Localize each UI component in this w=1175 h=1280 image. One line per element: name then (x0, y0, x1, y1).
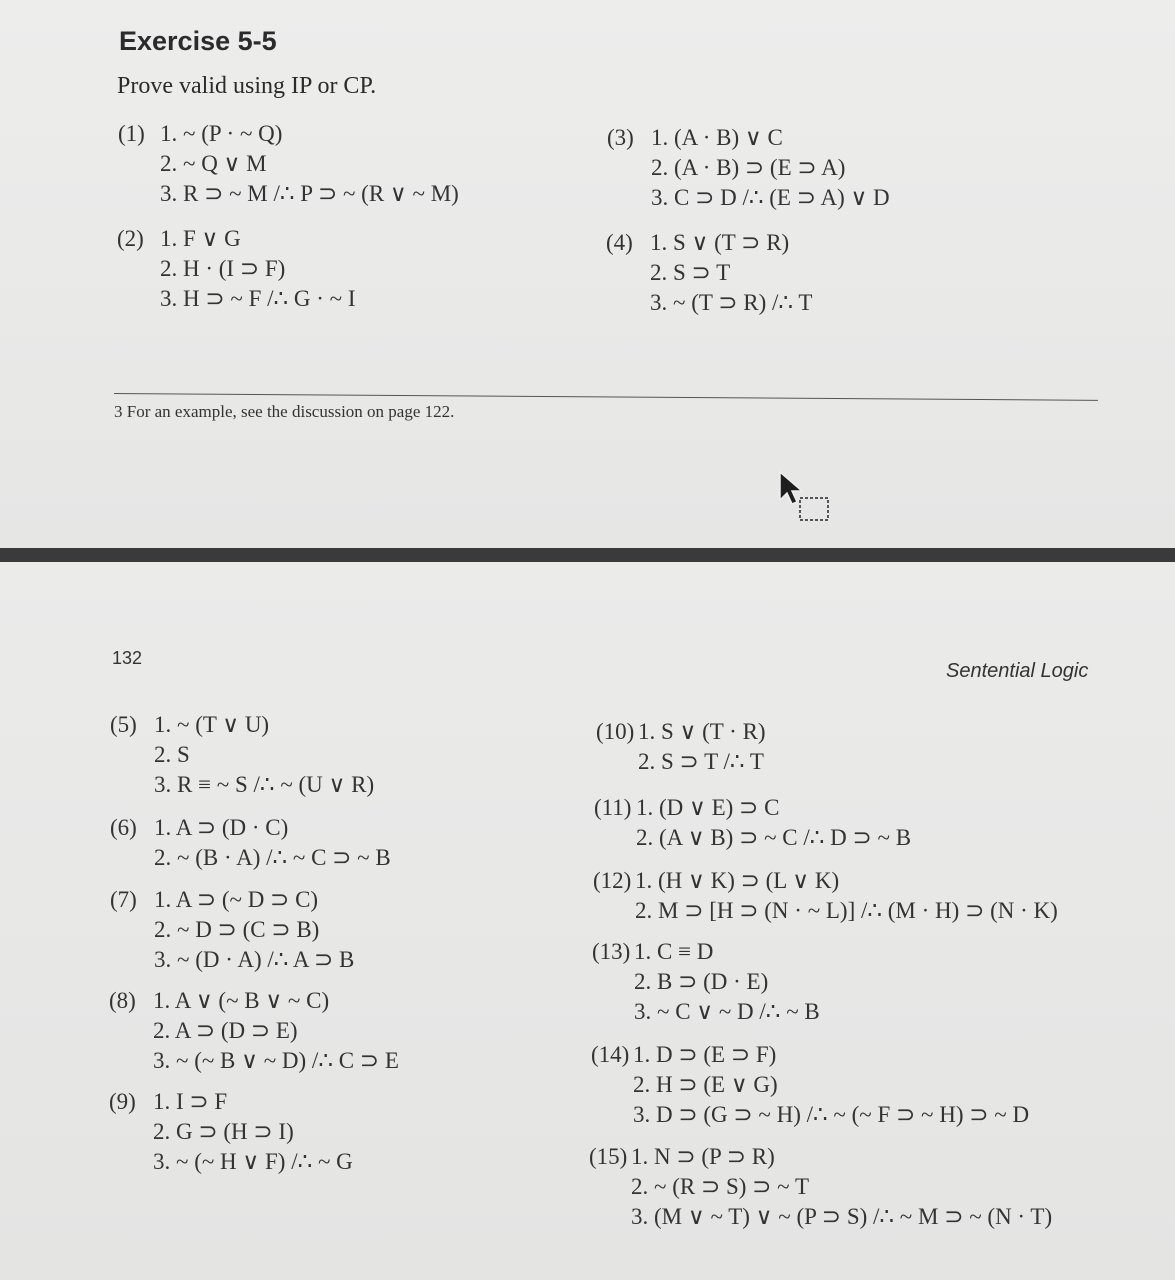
premise-line: 2. M ⊃ [H ⊃ (N · ~ L)] /∴ (M · H) ⊃ (N · K) (635, 898, 1058, 923)
premise-line: 3. (M ∨ ~ T) ∨ ~ (P ⊃ S) /∴ ~ M ⊃ ~ (N · T) (631, 1204, 1053, 1229)
problem-number: (12) (593, 868, 632, 893)
mouse-cursor-icon (778, 470, 838, 530)
premise-line: 1. I ⊃ F (153, 1089, 228, 1114)
problem-9 (109, 1087, 529, 1179)
premise-line: 1. ~ (P · ~ Q) (160, 121, 283, 146)
problem-8 (109, 986, 529, 1078)
page-number: 132 (112, 648, 143, 668)
premise-line: 2. ~ Q ∨ M (160, 151, 267, 176)
problem-14 (591, 1040, 1091, 1132)
premise-line: 3. D ⊃ (G ⊃ ~ H) /∴ ~ (~ F ⊃ ~ H) ⊃ ~ D (633, 1102, 1030, 1127)
problem-4 (606, 228, 1046, 320)
premise-line: 1. ~ (T ∨ U) (154, 712, 270, 737)
premise-line: 2. A ⊃ (D ⊃ E) (153, 1018, 298, 1043)
premise-line: 3. R ⊃ ~ M /∴ P ⊃ ~ (R ∨ ~ M) (160, 181, 459, 206)
problem-3 (607, 123, 1047, 215)
premise-line: 1. N ⊃ (P ⊃ R) (631, 1144, 775, 1169)
premise-line: 1. F ∨ G (160, 226, 241, 251)
problem-number: (13) (592, 939, 631, 964)
premise-line: 1. (A · B) ∨ C (651, 125, 783, 150)
problem-6 (110, 813, 530, 875)
premise-line: 3. ~ C ∨ ~ D /∴ ~ B (634, 999, 820, 1024)
premise-line: 1. S ∨ (T · R) (638, 719, 766, 744)
premise-line: 2. ~ (R ⊃ S) ⊃ ~ T (631, 1174, 810, 1199)
instruction-text: Prove valid using IP or CP. (117, 73, 377, 99)
premise-line: 2. ~ D ⊃ (C ⊃ B) (154, 917, 320, 942)
premise-line: 2. G ⊃ (H ⊃ I) (153, 1119, 294, 1144)
premise-line: 3. H ⊃ ~ F /∴ G · ~ I (160, 286, 356, 311)
premise-line: 2. H ⊃ (E ∨ G) (633, 1072, 778, 1097)
problem-1 (118, 119, 538, 211)
problem-15 (589, 1142, 1109, 1234)
premise-line: 1. (H ∨ K) ⊃ (L ∨ K) (635, 868, 840, 893)
problem-number: (9) (109, 1089, 136, 1114)
problem-13 (592, 937, 1032, 1029)
premise-line: 1. A ∨ (~ B ∨ ~ C) (153, 988, 330, 1013)
page-divider (0, 548, 1175, 562)
problem-10 (596, 717, 1036, 779)
problem-number: (8) (109, 988, 136, 1013)
premise-line: 2. S ⊃ T (650, 260, 731, 285)
premise-line: 2. S (154, 742, 190, 767)
problem-number: (1) (118, 121, 145, 146)
premise-line: 2. H · (I ⊃ F) (160, 256, 286, 281)
problem-5 (110, 710, 530, 802)
premise-line: 3. C ⊃ D /∴ (E ⊃ A) ∨ D (651, 185, 890, 210)
problem-number: (15) (589, 1144, 628, 1169)
problem-number: (10) (596, 719, 635, 744)
problem-number: (3) (607, 125, 634, 150)
problem-2 (117, 224, 537, 316)
problem-number: (14) (591, 1042, 630, 1067)
premise-line: 1. S ∨ (T ⊃ R) (650, 230, 790, 255)
premise-line: 3. ~ (T ⊃ R) /∴ T (650, 290, 813, 315)
premise-line: 2. B ⊃ (D · E) (634, 969, 769, 994)
premise-line: 1. (D ∨ E) ⊃ C (636, 795, 780, 820)
problem-number: (5) (110, 712, 137, 737)
premise-line: 3. ~ (~ H ∨ F) /∴ ~ G (153, 1149, 353, 1174)
premise-line: 1. A ⊃ (D · C) (154, 815, 289, 840)
problem-number: (2) (117, 226, 144, 251)
running-head: Sentential Logic (946, 660, 1089, 682)
problem-number: (11) (594, 795, 632, 820)
premise-line: 1. C ≡ D (634, 939, 714, 964)
premise-line: 2. (A · B) ⊃ (E ⊃ A) (651, 155, 846, 180)
premise-line: 3. ~ (~ B ∨ ~ D) /∴ C ⊃ E (153, 1048, 399, 1073)
premise-line: 1. A ⊃ (~ D ⊃ C) (154, 887, 319, 912)
premise-line: 2. ~ (B · A) /∴ ~ C ⊃ ~ B (154, 845, 391, 870)
premise-line: 3. ~ (D · A) /∴ A ⊃ B (154, 947, 355, 972)
problem-number: (7) (110, 887, 137, 912)
premise-line: 3. R ≡ ~ S /∴ ~ (U ∨ R) (154, 772, 375, 797)
problem-11 (594, 793, 1034, 855)
premise-line: 1. D ⊃ (E ⊃ F) (633, 1042, 777, 1067)
premise-line: 2. (A ∨ B) ⊃ ~ C /∴ D ⊃ ~ B (636, 825, 912, 850)
premise-line: 2. S ⊃ T /∴ T (638, 749, 764, 774)
problem-number: (6) (110, 815, 137, 840)
footnote: 3 For an example, see the discussion on page 122. (114, 402, 455, 421)
problem-12 (593, 866, 1113, 928)
problem-number: (4) (606, 230, 633, 255)
problem-7 (110, 885, 530, 977)
exercise-title: Exercise 5-5 (119, 26, 277, 56)
